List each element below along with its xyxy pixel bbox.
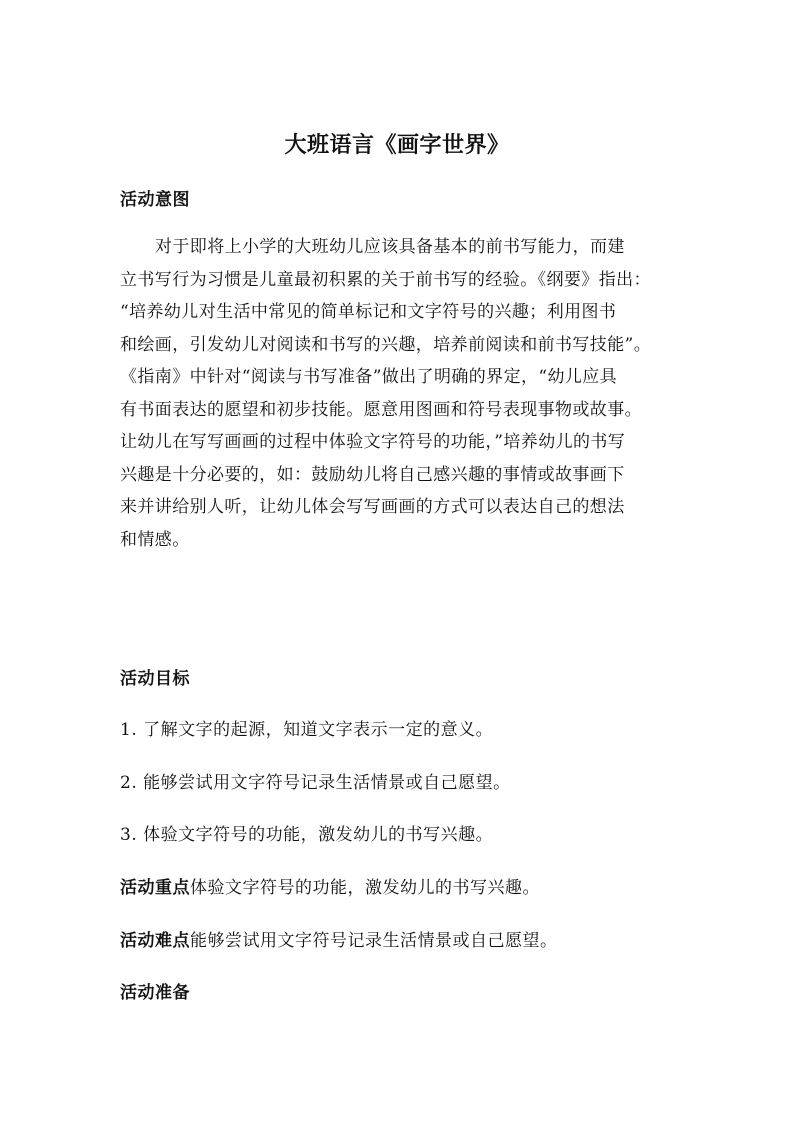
paragraph-line: 兴趣是十分必要的，如：鼓励幼儿将自己感兴趣的事情或故事画下 [120, 464, 625, 485]
intent-paragraph [120, 231, 685, 556]
key-point-text: 体验文字符号的功能，激发幼儿的书写兴趣。 [190, 878, 540, 898]
difficulty-line [120, 926, 558, 951]
paragraph-line: “培养幼儿对生活中常见的简单标记和文字符号的兴趣；利用图书 [120, 302, 617, 322]
paragraph-line: 和绘画，引发幼儿对阅读和书写的兴趣，培养前阅读和前书写技能”。 [120, 334, 652, 355]
paragraph-line: 让幼儿在写写画画的过程中体验文字符号的功能，”培养幼儿的书写 [120, 432, 626, 452]
section-heading-goals: 活动目标 [120, 669, 190, 689]
difficulty-label: 活动难点 [120, 931, 190, 951]
section-heading-prep: 活动准备 [120, 983, 190, 1003]
paragraph-line: 立书写行为习惯是儿童最初积累的关于前书写的经验。《纲要》指出： [120, 269, 651, 290]
paragraph-line: 和情感。 [120, 529, 190, 550]
key-point-line [120, 873, 540, 898]
goal-item-3: 3. 体验文字符号的功能，激发幼儿的书写兴趣。 [120, 825, 494, 845]
key-point-label: 活动重点 [120, 878, 190, 898]
goal-item-2: 2. 能够尝试用文字符号记录生活情景或自己愿望。 [120, 773, 511, 793]
section-heading-intent: 活动意图 [120, 190, 190, 210]
paragraph-line: 有书面表达的愿望和初步技能。愿意用图画和符号表现事物或故事。 [120, 399, 642, 420]
paragraph-line: 来并讲给别人听，让幼儿体会写写画画的方式可以表达自己的想法 [120, 497, 625, 517]
difficulty-text: 能够尝试用文字符号记录生活情景或自己愿望。 [190, 931, 558, 951]
paragraph-line: 对于即将上小学的大班幼儿应该具备基本的前书写能力，而建 [155, 237, 625, 257]
goal-item-1: 1. 了解文字的起源，知道文字表示一定的意义。 [120, 720, 494, 740]
paragraph-line: 《指南》中针对“阅读与书写准备”做出了明确的界定，“幼儿应具 [120, 367, 618, 387]
document-title: 大班语言《画字世界》 [284, 132, 510, 158]
